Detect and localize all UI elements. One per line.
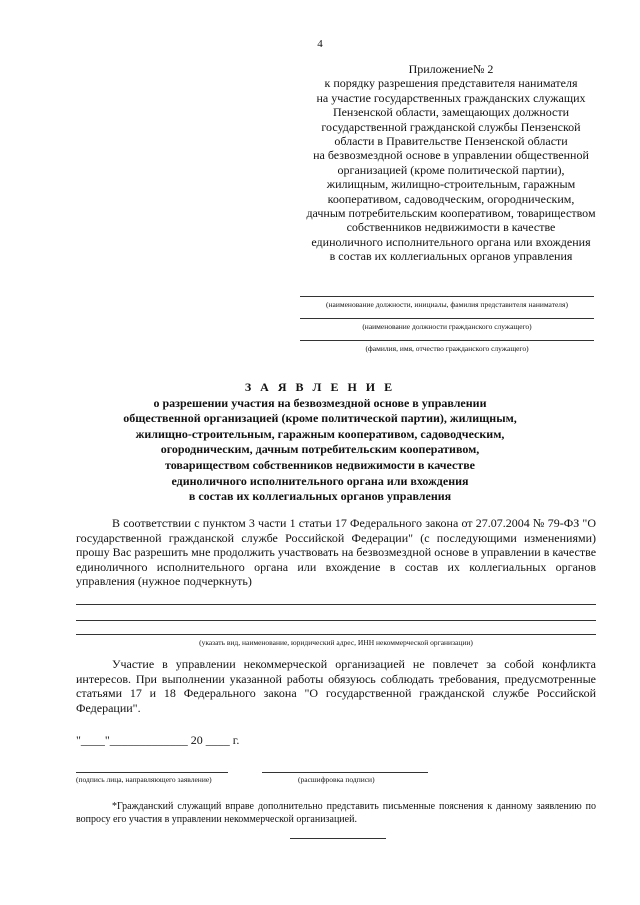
- date-field[interactable]: "____"_____________ 20 ____ г.: [76, 733, 240, 747]
- org-caption: (указать вид, наименование, юридический адрес, ИНН некоммерческой организации): [199, 638, 473, 647]
- heading-line: о разрешении участия на безвозмездной основе в управлении: [153, 395, 487, 410]
- appendix-block: [290, 62, 612, 264]
- statement-title: З А Я В Л Е Н И Е: [244, 380, 396, 394]
- signature-decode-line[interactable]: [262, 772, 428, 773]
- heading-line: общественной организацией (кроме политической партии), жилищным,: [123, 411, 517, 426]
- appendix-line: единоличного исполнительного органа или вхождения: [311, 234, 591, 249]
- signature-line[interactable]: [76, 772, 228, 773]
- conflict-paragraph: Участие в управлении некоммерческой организацией не повлечет за собой конфликта интересов. При выполнении указанной работы обязуюсь соблюдать требования, предусмотренные статьями 17 и 18 Федерального закона "О государственной гражданской службе Российской Федерации".: [76, 657, 596, 715]
- signature-caption: (подпись лица, направляющего заявление): [76, 775, 212, 784]
- appendix-line: дачным потребительским кооперативом, товариществом: [306, 206, 596, 221]
- appendix-line: Пензенской области, замещающих должности: [332, 105, 570, 120]
- heading-line: единоличного исполнительного органа или вхождения: [171, 473, 469, 488]
- name-caption: (фамилия, имя, отчество гражданского служащего): [365, 344, 529, 353]
- appendix-line: в состав их коллегиальных органов управления: [329, 249, 573, 264]
- appendix-line: собственников недвижимости в качестве: [346, 220, 556, 235]
- appendix-line: на участие государственных гражданских служащих: [316, 90, 586, 105]
- name-line: [300, 340, 594, 341]
- employer-caption: (наименование должности, инициалы, фамилия представителя нанимателя): [326, 300, 568, 309]
- statement-heading: [80, 380, 560, 505]
- heading-line: товариществом собственников недвижимости в качестве: [164, 457, 476, 472]
- heading-line: в состав их коллегиальных органов управления: [188, 489, 452, 504]
- position-caption: (наименование должности гражданского служащего): [362, 322, 532, 331]
- footer-divider: [290, 838, 386, 839]
- appendix-line: к порядку разрешения представителя нанимателя: [324, 76, 578, 91]
- signature-decode-caption: (расшифровка подписи): [298, 775, 375, 784]
- appendix-line: области в Правительстве Пензенской области: [334, 134, 568, 149]
- position-line: [300, 318, 594, 319]
- page-number: 4: [317, 38, 323, 50]
- employer-field[interactable]: [300, 296, 594, 309]
- employer-line: [300, 296, 594, 297]
- org-line-1[interactable]: [76, 604, 596, 605]
- org-line-2[interactable]: [76, 620, 596, 621]
- appendix-line: жилищным, жилищно-строительным, гаражным: [326, 177, 576, 192]
- appendix-line: кооперативом, садоводческим, огородническим,: [327, 191, 575, 206]
- footnote: *Гражданский служащий вправе дополнительно представить письменные пояснения к данному заявлению по вопросу его участия в управлении некоммерческой организацией.: [76, 801, 596, 825]
- appendix-line: организацией (кроме политической партии),: [337, 162, 565, 177]
- position-field[interactable]: [300, 318, 594, 331]
- heading-line: жилищно-строительным, гаражным кооперативом, садоводческим,: [135, 426, 505, 441]
- name-field[interactable]: [300, 340, 594, 353]
- org-line-3[interactable]: [76, 634, 596, 635]
- heading-line: огородническим, дачным потребительским кооперативом,: [160, 442, 480, 457]
- appendix-line: государственной гражданской службы Пензенской: [321, 119, 581, 134]
- appendix-title: Приложение№ 2: [408, 62, 494, 76]
- appendix-line: на безвозмездной основе в управлении общественной: [313, 148, 589, 163]
- request-paragraph: В соответствии с пунктом 3 части 1 статьи 17 Федерального закона от 27.07.2004 № 79-ФЗ "О государственной гражданской службе Российской Федерации" (с последующими изменениями) прошу Вас разрешить мне продолжить участвовать на безвозмездной основе в управлении в качестве единоличного исполнительного органа или вхождение в состав их коллегиальных органов управления (нужное подчеркнуть): [76, 516, 597, 589]
